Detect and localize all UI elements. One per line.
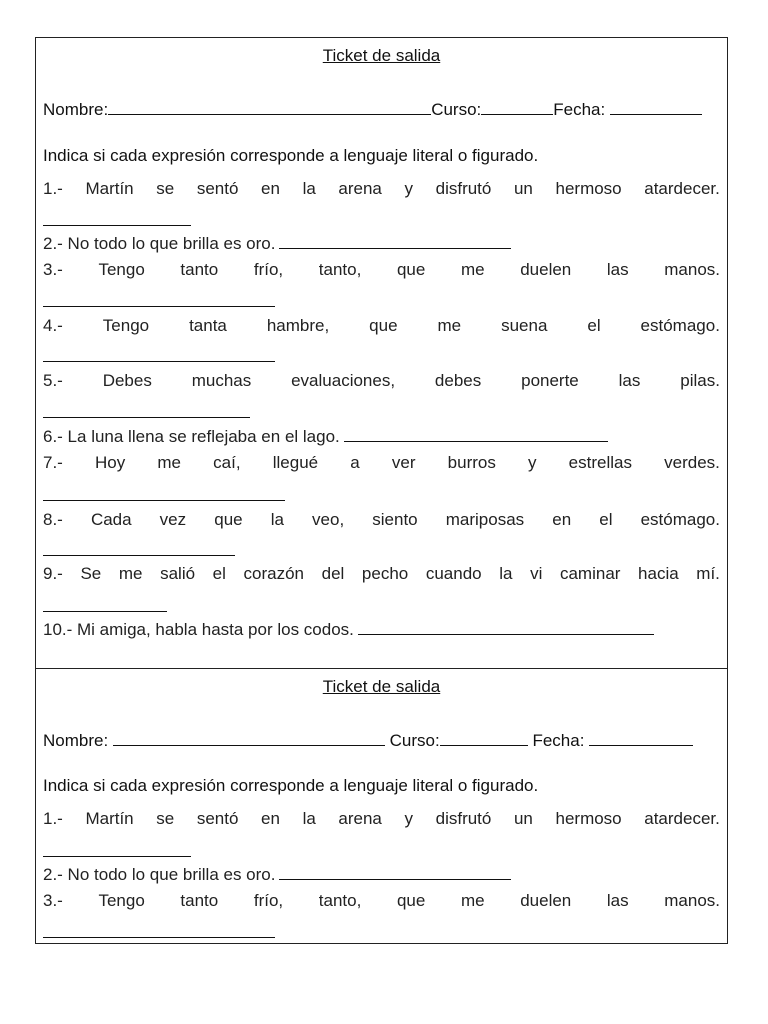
question-word: arena [338,179,382,198]
question-word: disfrutó [435,179,492,198]
question-word: mariposas [445,510,525,529]
question-word: debes [434,371,482,390]
answer-blank-9[interactable] [43,611,167,612]
question-word: hermoso [555,809,622,828]
exit-ticket-2 [35,668,728,944]
name-label: Nombre: [43,100,109,119]
question-word: duelen [520,260,572,279]
question-word: estómago. [640,510,720,529]
question-word: que [396,260,426,279]
question-word: tanta [189,316,227,335]
question-word: veo, [312,510,345,529]
answer-blank-7[interactable] [43,500,285,501]
answer-blank-1[interactable] [43,856,191,857]
question-word: hacia [638,564,679,583]
question-word: tanto [180,891,219,910]
question-word: Cada [90,510,132,529]
question-word: la [270,510,284,529]
question-word: en [552,510,572,529]
question-word: evaluaciones, [291,371,396,390]
question-word: Tengo [98,891,145,910]
question-word: el [599,510,613,529]
question-word: manos. [664,891,720,910]
question-word: la [302,809,316,828]
question-word: a [350,453,360,472]
name-blank[interactable] [108,114,431,115]
course-label: Curso: [389,731,440,750]
date-label: Fecha: [553,100,606,119]
instruction-text: Indica si cada expresión corresponde a lenguaje literal o figurado. [43,776,539,795]
date-blank[interactable] [589,745,693,746]
date-blank[interactable] [610,114,702,115]
question-word: arena [338,809,382,828]
question-word: del [321,564,345,583]
question-word: llegué [272,453,319,472]
question-word: 7.- [43,453,63,472]
question-word: me [460,891,485,910]
ticket-fields [43,731,720,751]
question-word: el [587,316,601,335]
question-word: Tengo [98,260,145,279]
question-3 [43,260,720,280]
question-word: ponerte [521,371,579,390]
question-word: frío, [253,260,284,279]
question-word: tanto [180,260,219,279]
question-word: que [369,316,398,335]
name-label: Nombre: [43,731,109,750]
question-word: muchas [191,371,252,390]
question-word: suena [501,316,548,335]
question-word: verdes. [664,453,720,472]
question-6 [43,427,720,447]
question-word: hambre, [266,316,330,335]
question-word: y [528,453,537,472]
question-word: sentó [196,179,239,198]
question-word: que [396,891,426,910]
question-word: la [302,179,316,198]
question-text: 2.- No todo lo que brilla es oro. [43,234,276,253]
question-5 [43,371,720,391]
question-1 [43,809,720,829]
question-word: atardecer. [644,809,720,828]
question-word: caminar [559,564,621,583]
question-word: pecho [361,564,409,583]
question-10 [43,620,720,640]
question-word: las [606,260,629,279]
question-9 [43,564,720,584]
answer-blank-4[interactable] [43,361,275,362]
question-word: 1.- [43,179,63,198]
question-word: tanto, [318,260,362,279]
answer-blank-8[interactable] [43,555,235,556]
question-7 [43,453,720,473]
question-word: y [404,809,413,828]
question-word: las [618,371,641,390]
question-text: 6.- La luna llena se reflejaba en el lago. [43,427,340,446]
question-word: me [460,260,485,279]
question-word: el [212,564,226,583]
question-word: un [513,179,533,198]
question-word: 3.- [43,260,63,279]
question-word: siento [372,510,418,529]
exit-ticket-1 [35,37,728,669]
question-word: se [156,179,175,198]
question-2 [43,234,720,254]
question-word: Tengo [102,316,150,335]
question-word: Hoy [95,453,126,472]
ticket-title: Ticket de salida [322,677,441,696]
question-word: atardecer. [644,179,720,198]
question-word: Martín [85,809,134,828]
date-label: Fecha: [532,731,585,750]
name-blank[interactable] [113,745,385,746]
answer-blank-2[interactable] [279,248,511,249]
question-word: la [499,564,513,583]
question-word: un [513,809,533,828]
question-word: las [606,891,629,910]
question-word: 8.- [43,510,63,529]
answer-blank-10[interactable] [358,634,654,635]
question-word: 1.- [43,809,63,828]
question-word: frío, [253,891,284,910]
question-word: me [157,453,182,472]
question-word: corazón [243,564,304,583]
question-word: me [118,564,143,583]
answer-blank-2[interactable] [279,879,511,880]
ticket-title: Ticket de salida [322,46,441,65]
question-word: hermoso [555,179,622,198]
question-word: Se [80,564,102,583]
question-word: 4.- [43,316,63,335]
instruction-text: Indica si cada expresión corresponde a lenguaje literal o figurado. [43,146,539,165]
question-word: se [156,809,175,828]
question-word: manos. [664,260,720,279]
question-word: 9.- [43,564,63,583]
question-1 [43,179,720,199]
question-8 [43,510,720,530]
course-blank[interactable] [440,745,528,746]
question-word: ver [391,453,416,472]
question-word: burros [447,453,496,472]
question-word: me [437,316,462,335]
question-word: que [214,510,243,529]
question-word: Martín [85,179,134,198]
answer-blank-3[interactable] [43,937,275,938]
answer-blank-3[interactable] [43,306,275,307]
question-word: estómago. [640,316,720,335]
question-word: sentó [196,809,239,828]
question-word: tanto, [318,891,362,910]
question-word: salió [160,564,196,583]
course-label: Curso: [431,100,482,119]
question-word: y [404,179,413,198]
question-word: pilas. [680,371,720,390]
question-word: en [261,809,280,828]
question-word: disfrutó [435,809,492,828]
question-word: duelen [520,891,572,910]
question-word: Debes [102,371,152,390]
question-word: 5.- [43,371,63,390]
question-4 [43,316,720,336]
ticket-fields [43,100,720,120]
question-word: 3.- [43,891,63,910]
question-3 [43,891,720,911]
question-word: estrellas [568,453,632,472]
question-word: caí, [213,453,241,472]
question-word: vez [159,510,187,529]
question-text: 10.- Mi amiga, habla hasta por los codos. [43,620,354,639]
question-2 [43,865,720,885]
course-blank[interactable] [481,114,553,115]
answer-blank-5[interactable] [43,417,250,418]
question-text: 2.- No todo lo que brilla es oro. [43,865,276,884]
question-word: en [261,179,280,198]
question-word: mí. [696,564,720,583]
question-word: cuando [425,564,482,583]
answer-blank-1[interactable] [43,225,191,226]
answer-blank-6[interactable] [344,441,608,442]
question-word: vi [530,564,543,583]
